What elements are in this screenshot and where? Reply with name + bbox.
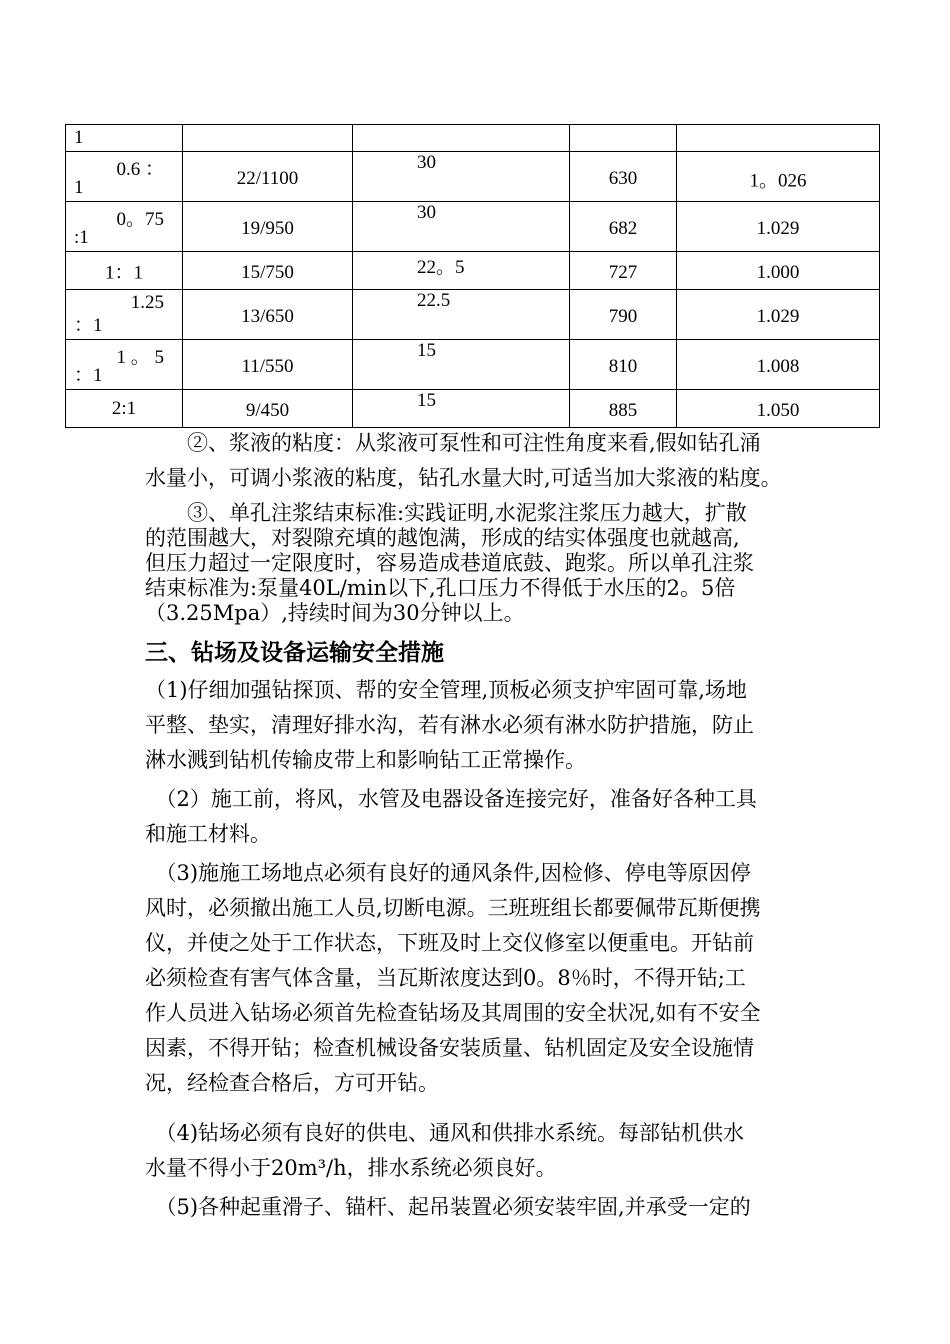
table-cell [677,152,880,202]
table-cell [570,202,677,252]
paragraph-line: 结束标准为:泵量40L/min以下,孔口压力不得低于水压的2。5倍 [145,576,736,600]
table-cell-text: 11/550 [241,355,294,377]
table-cell [66,125,183,152]
table-row [66,252,880,290]
table-row [66,390,880,428]
table-row [66,290,880,340]
table-cell [353,290,570,340]
table-cell-text: 1。026 [749,170,807,192]
ratio-top-text: 1.25 [130,292,164,313]
table-cell-text: 727 [608,261,638,283]
paragraph-line: （3)施施工场地点必须有良好的通风条件,因检修、停电等原因停 [145,861,751,885]
table-cell-text: 810 [608,355,638,377]
paragraph-line: 和施工材料。 [145,822,271,846]
paragraph-end-standard [145,501,813,626]
table-cell-text: 30 [417,152,436,173]
table-cell [570,252,677,290]
ratio-top-text: 0.6 ： [116,159,164,180]
ratio-cell [66,152,183,202]
table-cell-text: 1.029 [756,217,800,239]
table-cell [353,152,570,202]
section-heading: 三、钻场及设备运输安全措施 [145,640,444,666]
table-cell [183,340,353,390]
paragraph-line: 风时，必须撤出施工人员,切断电源。三班班组长都要佩带瓦斯便携 [145,896,761,920]
table-cell [677,340,880,390]
paragraph-line: （5)各种起重滑子、锚杆、起吊装置必须安装牢固,并承受一定的 [145,1195,751,1219]
table-cell [570,152,677,202]
ratio-cell [66,202,183,252]
table-cell [183,252,353,290]
paragraph-line: 作人员进入钻场必须首先检查钻场及其周围的安全状况,如有不安全 [145,1001,761,1025]
table-cell-text: 1.029 [756,305,800,327]
table-cell-text: 1.050 [756,399,800,421]
table-cell-text: 30 [417,202,436,223]
table-cell-text: 13/650 [241,305,294,327]
table-cell-text: 790 [608,305,638,327]
ratio-bottom-text: ：1 [74,315,103,336]
table-cell-text: 19/950 [241,217,294,239]
paragraph-line: ②、浆液的粘度：从浆液可泵性和可注性角度来看,假如钻孔涌 [145,431,761,455]
ratio-bottom-text: ：1 [74,365,103,386]
table-cell [183,390,353,428]
table-cell [353,125,570,152]
table-cell [677,202,880,252]
table-cell-text: 22/1100 [236,167,299,189]
table-cell [570,340,677,390]
table-cell-text: 22。5 [417,257,465,278]
paragraph-line: （2）施工前，将风，水管及电器设备连接完好，准备好各种工具 [145,787,757,811]
paragraph-line: 水量不得小于20m³/h，排水系统必须良好。 [145,1156,557,1180]
table-cell [183,152,353,202]
paragraph-line: 淋水溅到钻机传输皮带上和影响钻工正常操作。 [145,748,586,772]
table-cell [353,202,570,252]
paragraph-line: （4)钻场必须有良好的供电、通风和供排水系统。每部钻机供水 [145,1121,745,1145]
table-cell [570,390,677,428]
paragraph-line: 因素，不得开钻；检查机械设备安装质量、钻机固定及安全设施情 [145,1036,754,1060]
table-cell-text: 1.000 [756,261,800,283]
ratio-cell [66,390,183,428]
table-cell [677,390,880,428]
table-cell-text: 1.008 [756,355,800,377]
table-cell [677,252,880,290]
table-cell-text: 630 [608,167,638,189]
ratio-cell [66,252,183,290]
table-row [66,125,880,152]
ratio-cell [66,340,183,390]
paragraph-line: 水量小，可调小浆液的粘度，钻孔水量大时,可适当加大浆液的粘度。 [145,466,782,490]
ratio-bottom-text: :1 [74,227,89,248]
table-cell [353,252,570,290]
table-row [66,202,880,252]
table-cell-text: 9/450 [245,399,290,421]
table-cell [677,125,880,152]
table-cell-text: 15 [417,390,436,411]
table-cell-text: 1 [74,127,84,148]
table-cell [570,125,677,152]
table-cell-text: 22.5 [417,290,451,311]
paragraph-item-3 [145,856,813,1101]
ratio-top-text: 1 。 5 [116,347,164,368]
paragraph-item-2 [145,782,813,852]
ratio-cell [66,290,183,340]
paragraph-line: （3.25Mpa）,持续时间为30分钟以上。 [145,601,525,625]
paragraph-line: 平整、垫实，清理好排水沟，若有淋水必须有淋水防护措施，防止 [145,713,754,737]
table-cell [183,125,353,152]
paragraph-line: ③、单孔注浆结束标准:实践证明,水泥浆注浆压力越大，扩散 [145,501,747,525]
paragraph-viscosity [145,426,813,496]
paragraph-line: 况，经检查合格后，方可开钻。 [145,1071,439,1095]
table-cell-text: 885 [608,399,638,421]
table-cell-text: 15/750 [241,261,294,283]
table-cell [183,202,353,252]
ratio-text: 1：1 [104,262,143,283]
ratio-top-text: 0。75 [116,209,164,230]
paragraph-line: 必须检查有害气体含量，当瓦斯浓度达到0。8％时，不得开钻;工 [145,966,746,990]
table-row [66,152,880,202]
table-cell [183,290,353,340]
paragraph-item-1 [145,673,813,778]
paragraph-line: 的范围越大，对裂隙充填的越饱满，形成的结实体强度也就越高, [145,526,740,550]
table-cell [353,340,570,390]
paragraph-item-5 [145,1190,813,1225]
table-cell [353,390,570,428]
ratio-text: 2:1 [111,397,137,419]
table-row [66,340,880,390]
table-cell-text: 15 [417,340,436,361]
table-cell [570,290,677,340]
table-cell-text: 682 [608,217,638,239]
grout-ratio-table [65,124,880,428]
table-cell [677,290,880,340]
paragraph-item-4 [145,1116,813,1186]
paragraph-line: 但压力超过一定限度时，容易造成巷道底鼓、跑浆。所以单孔注浆 [145,551,754,575]
paragraph-line: 仪，并使之处于工作状态，下班及时上交仪修室以便重电。开钻前 [145,931,754,955]
ratio-bottom-text: 1 [74,177,84,198]
paragraph-line: （1)仔细加强钻探顶、帮的安全管理,顶板必须支护牢固可靠,场地 [145,678,747,702]
